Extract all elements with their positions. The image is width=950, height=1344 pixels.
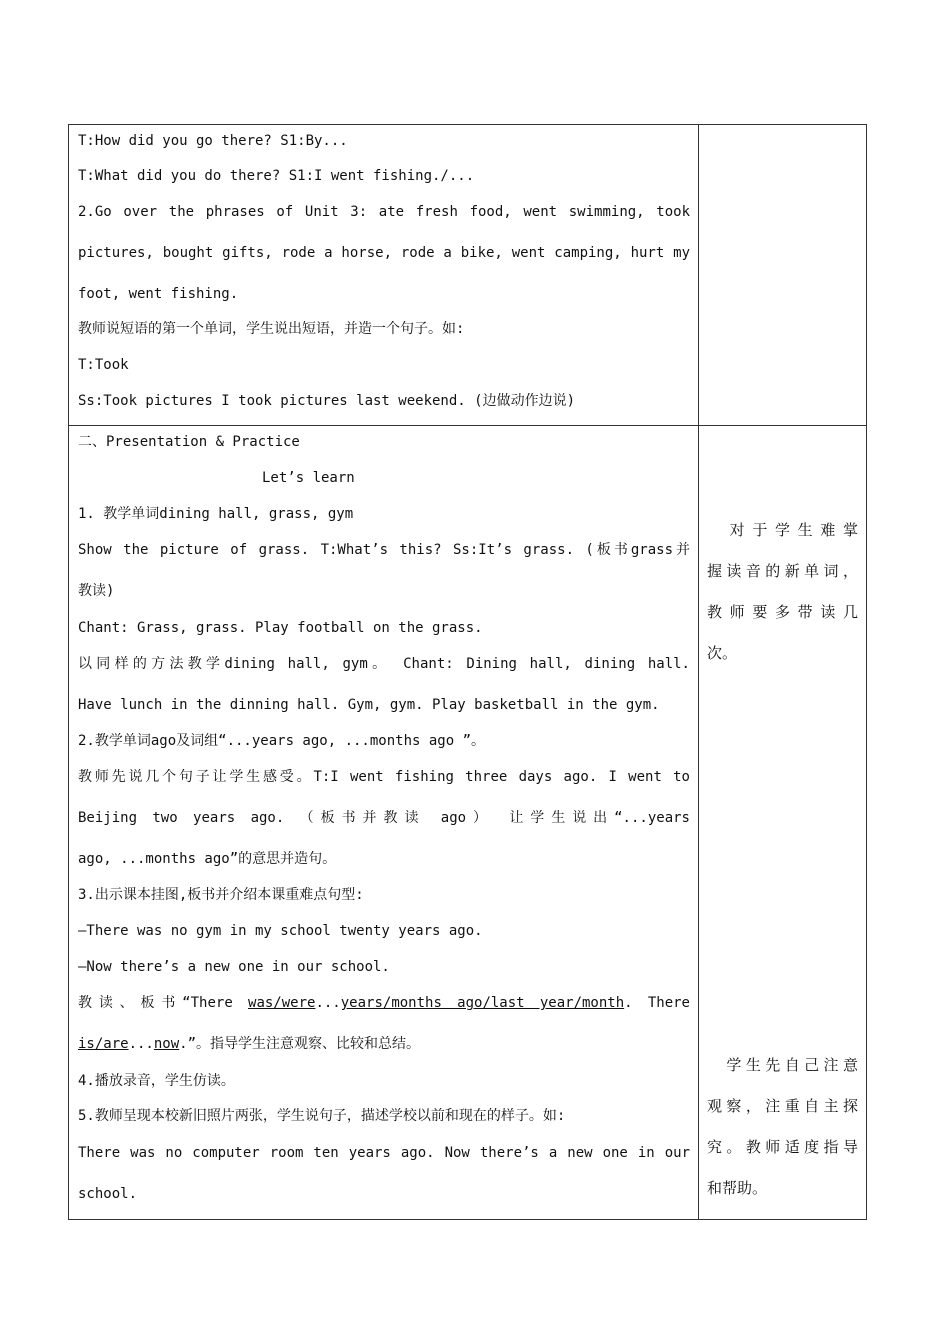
text-line: T:Took xyxy=(78,357,129,373)
procedure-cell xyxy=(69,125,699,425)
sentence-pattern-line xyxy=(78,1036,690,1052)
text-line: Ss:Took pictures I took pictures last weekend. (边做动作边说) xyxy=(78,393,576,409)
text-line: 5.教师呈现本校新旧照片两张，学生说句子，描述学校以前和现在的样子。如: xyxy=(78,1108,566,1124)
text-line: 教师说短语的第一个单词，学生说出短语，并造一个句子。如: xyxy=(78,321,465,337)
note-line: 观察，注重自主探 xyxy=(707,1097,858,1115)
text-line: Show the picture of grass. T:What’s this? Ss:It’s grass. (板书grass并 xyxy=(78,542,690,558)
text-line: 2.教学单词ago及词组“...years ago, ...months ago ”。 xyxy=(78,733,486,749)
text-line: pictures, bought gifts, rode a horse, rode a bike, went camping, hurt my xyxy=(78,245,690,261)
text-segment: ... xyxy=(128,1036,154,1052)
text-segment: 教读、板书“There xyxy=(78,995,249,1011)
text-line: Chant: Grass, grass. Play football on the grass. xyxy=(78,620,483,636)
underlined-term: years/months ago/last year/month xyxy=(340,995,625,1011)
underlined-term: is/are xyxy=(78,1036,129,1052)
lesson-plan-table xyxy=(68,124,867,1220)
note-line: 握读音的新单词， xyxy=(707,562,858,580)
table-row xyxy=(69,125,866,426)
notes-cell xyxy=(699,426,866,1219)
table-row xyxy=(69,426,866,1219)
text-line: There was no computer room ten years ago. Now there’s a new one in our xyxy=(78,1145,690,1161)
text-line: school. xyxy=(78,1186,138,1202)
teaching-note xyxy=(707,520,858,663)
text-line: T:What did you do there? S1:I went fishing./... xyxy=(78,168,475,184)
underlined-term: now xyxy=(153,1036,180,1052)
teaching-note xyxy=(707,1055,858,1198)
section-heading: 二、Presentation & Practice xyxy=(78,434,300,450)
note-line: 教师要多带读几 xyxy=(707,603,858,621)
lesson-title: Let’s learn xyxy=(262,470,355,486)
text-line: 1. 教学单词dining hall, grass, gym xyxy=(78,506,354,522)
text-line: 教师先说几个句子让学生感受。T:I went fishing three days ago. I went to xyxy=(78,769,690,785)
text-line: 3.出示课本挂图,板书并介绍本课重难点句型: xyxy=(78,887,364,903)
text-line: 以同样的方法教学dining hall, gym。 Chant: Dining hall, dining hall. xyxy=(78,656,690,672)
text-line: Beijing two years ago. （板书并教读 ago） 让学生说出“...years xyxy=(78,810,690,826)
text-line: T:How did you go there? S1:By... xyxy=(78,133,348,149)
text-line: 4.播放录音，学生仿读。 xyxy=(78,1073,235,1089)
note-line: 学生先自己注意 xyxy=(707,1056,858,1074)
note-line: 对于学生难掌 xyxy=(707,521,858,539)
text-line: foot, went fishing. xyxy=(78,286,239,302)
note-line: 次。 xyxy=(707,644,738,662)
text-segment: ... xyxy=(315,995,341,1011)
note-line: 和帮助。 xyxy=(707,1179,768,1197)
text-line: 教读) xyxy=(78,583,115,599)
procedure-cell xyxy=(69,426,699,1219)
text-line: —There was no gym in my school twenty years ago. xyxy=(78,923,483,939)
text-segment: .”。指导学生注意观察、比较和总结。 xyxy=(179,1036,421,1052)
text-segment: . There xyxy=(624,995,690,1011)
underlined-term: was/were xyxy=(248,995,316,1011)
text-line: —Now there’s a new one in our school. xyxy=(78,959,390,975)
notes-cell xyxy=(699,125,866,425)
sentence-pattern-line xyxy=(78,995,690,1011)
text-line: 2.Go over the phrases of Unit 3: ate fresh food, went swimming, took xyxy=(78,204,690,220)
text-line: ago, ...months ago”的意思并造句。 xyxy=(78,851,337,867)
note-line: 究。教师适度指导 xyxy=(707,1138,858,1156)
text-line: Have lunch in the dinning hall. Gym, gym. Play basketball in the gym. xyxy=(78,697,660,713)
